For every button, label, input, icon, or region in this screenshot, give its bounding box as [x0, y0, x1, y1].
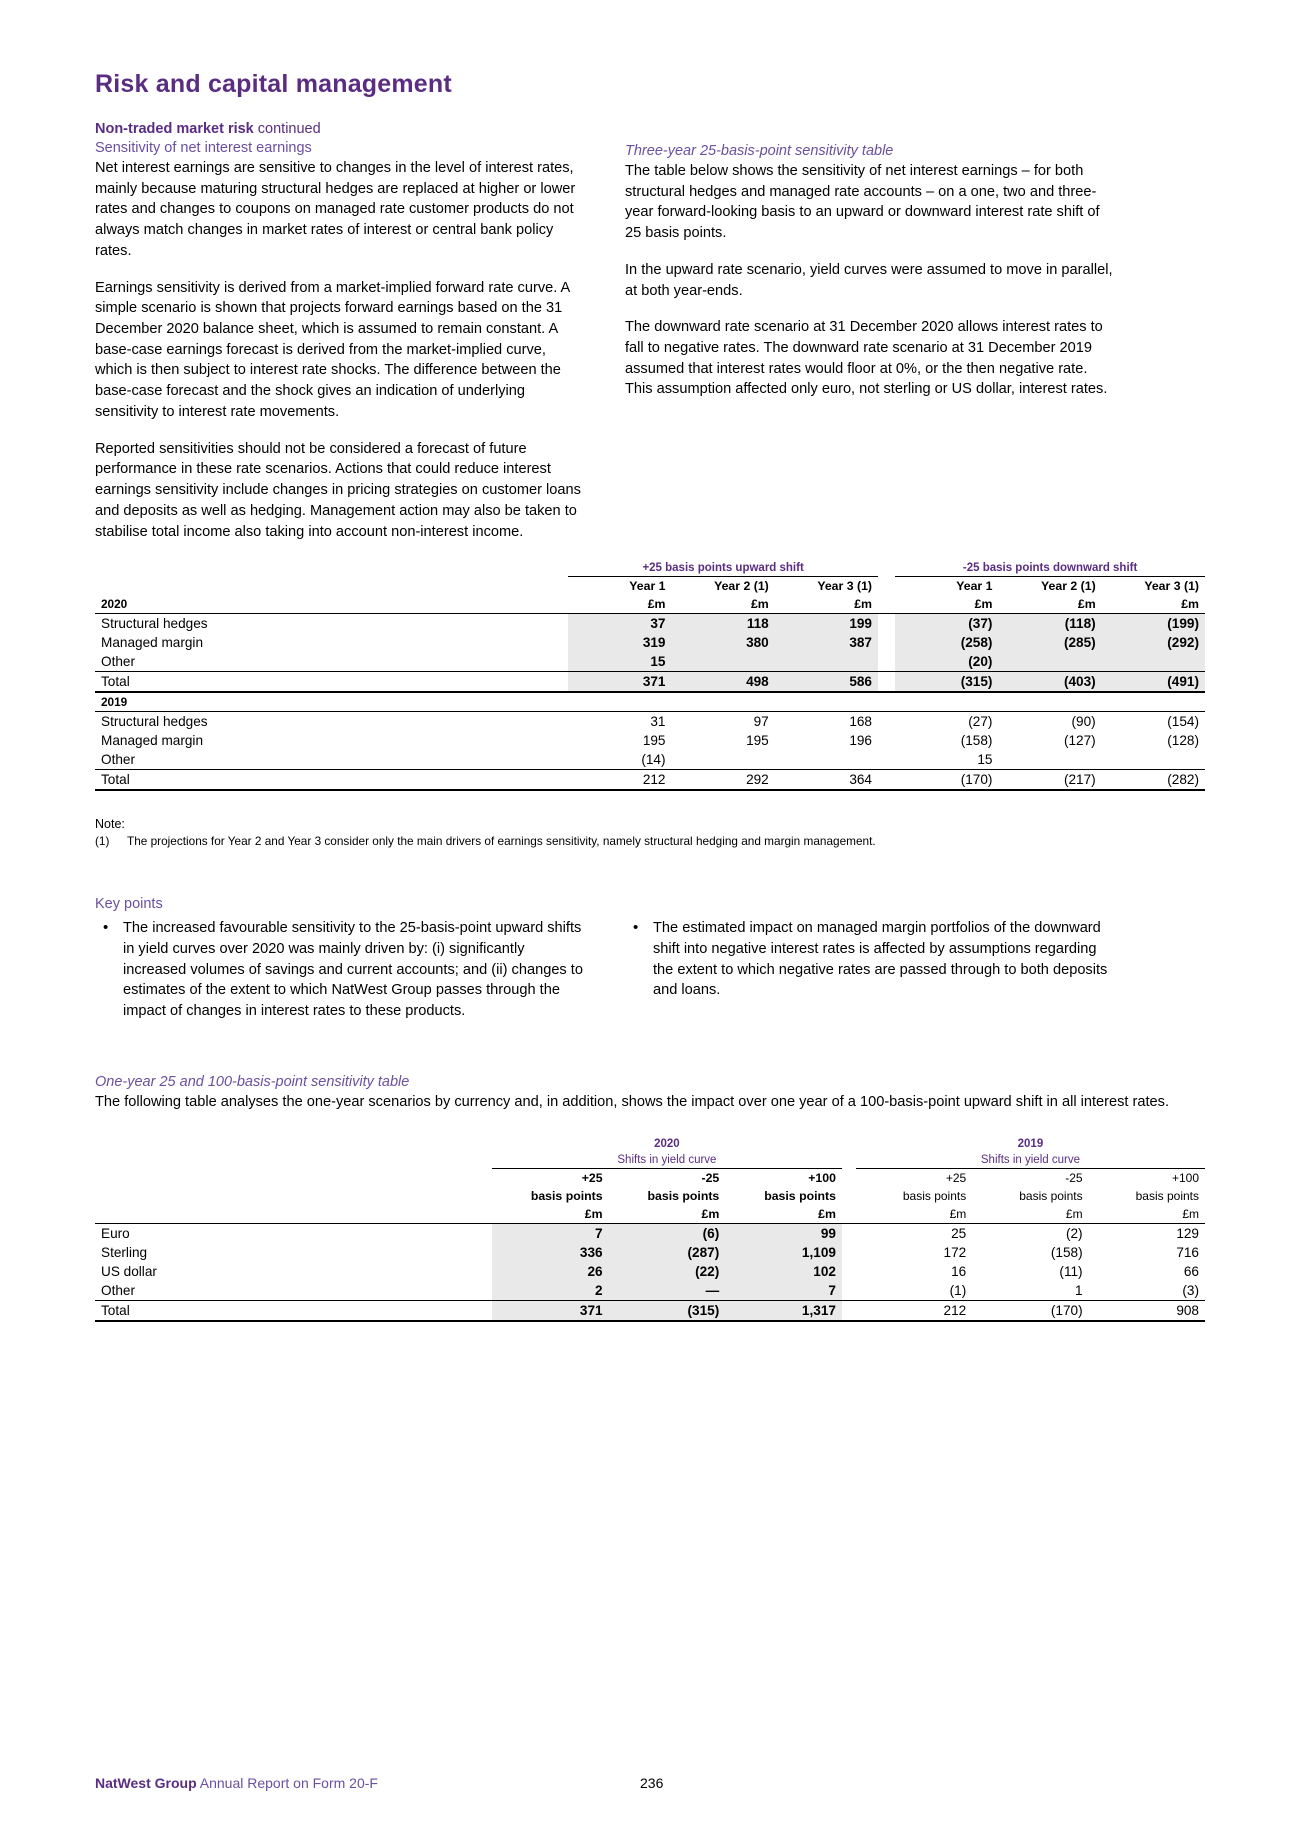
table2-row4-v2: 1,317: [725, 1301, 842, 1322]
table1-r2019-1-v4: (127): [1063, 733, 1096, 749]
page-number: 236: [640, 1775, 664, 1791]
key-points-section: [95, 896, 1205, 1032]
table1-row0-v2: 199: [775, 614, 878, 634]
table-row: [95, 712, 1205, 732]
table2-row0-v0: 7: [492, 1224, 609, 1244]
table2-row0-v2: 99: [725, 1224, 842, 1244]
table1-row1-v3: (258): [895, 633, 998, 652]
table1-year-2020-label: 2020: [95, 595, 568, 614]
table1-row0-v3: (37): [895, 614, 998, 634]
table2-col-header-0: +25: [581, 1171, 603, 1186]
table-row-total: [95, 672, 1205, 693]
table2-col-sub-5: basis points: [1135, 1189, 1199, 1204]
table1-r2019-1-v2: 196: [849, 733, 872, 749]
table2-shifts-2020: Shifts in yield curve: [492, 1152, 842, 1169]
table2-row2-v2: 102: [725, 1262, 842, 1281]
table2-col-sub-1: basis points: [647, 1189, 720, 1204]
table1-note: [95, 817, 1205, 850]
list-item: • The estimated impact on managed margin portfolios of the downward shift into negative interest rates is affected by assumptions regarding the extent to which negative rates are passed through to both deposits and loans.: [625, 918, 1113, 1001]
table2-row1-label: Sterling: [101, 1245, 148, 1261]
table2-row1-v5: 716: [1176, 1245, 1199, 1261]
section2-subheading: One-year 25 and 100-basis-point sensitivity table: [95, 1073, 410, 1090]
table1-row2-v0: 15: [568, 652, 671, 672]
table2-row4-v4: (170): [972, 1301, 1088, 1322]
table1-r2019-0-v2: 168: [849, 714, 872, 730]
table2-row4-v3: 212: [856, 1301, 972, 1322]
table-row: [95, 1262, 1205, 1281]
table1-r2019-0-v4: (90): [1071, 714, 1096, 730]
table1-year-2019-label: 2019: [95, 692, 568, 712]
table2-row0-label: Euro: [101, 1226, 130, 1242]
right-paragraph-2: In the upward rate scenario, yield curves were assumed to move in parallel, at both year-ends.: [625, 261, 1113, 299]
table-row: [95, 614, 1205, 634]
table2-year-2020: 2020: [654, 1138, 680, 1151]
table1-row2-v2: [775, 652, 878, 672]
table1-r2019-1-v0: 195: [642, 733, 666, 749]
table2-unit-4: £m: [972, 1205, 1088, 1224]
table2-row0-v1: (6): [609, 1224, 726, 1244]
table2-col-sub-4: basis points: [1019, 1189, 1083, 1204]
table2-subheader-row: [95, 1152, 1205, 1169]
table1-col-header-4: Year 2 (1): [1041, 579, 1096, 594]
section-heading-main: Non-traded market risk: [95, 121, 254, 137]
table1-r2019-0-v3: (27): [968, 714, 993, 730]
table2-row3-v3: (1): [856, 1281, 972, 1301]
table1-unit-2: £m: [775, 595, 878, 614]
key-points-title: Key points: [95, 896, 163, 913]
table1-r2019-0-v5: (154): [1167, 714, 1199, 730]
table1-row2-v4: [998, 652, 1101, 672]
left-paragraph-2: Earnings sensitivity is derived from a market-implied forward rate curve. A simple scenario is shown that projects forward earnings based on the 31 December 2020 balance sheet, which is assumed to remain constant. A base-case earnings forecast is derived from the market-implied curve, which is then subject to interest rate shocks. The difference between the base-case forecast and the shock gives an indication of underlying sensitivity to interest rate movements.: [95, 279, 570, 420]
table2-row1-v1: (287): [609, 1243, 726, 1262]
table2-col-sub-0: basis points: [530, 1189, 603, 1204]
table2-row0-v5: 129: [1176, 1226, 1199, 1242]
table1-r2019-0-v0: 31: [650, 714, 666, 730]
table-row-total: [95, 770, 1205, 791]
table1-r2019-0-v1: 97: [753, 714, 769, 730]
table1-r2019-3-v0: 212: [568, 770, 671, 791]
table1-r2019-1-v1: 195: [746, 733, 769, 749]
table2-row4-v0: 371: [492, 1301, 609, 1322]
table2-row1-v3: 172: [943, 1245, 967, 1261]
table2-row2-v0: 26: [492, 1262, 609, 1281]
table1-col-header-3: Year 1: [956, 579, 993, 594]
table1-col-header-2: Year 3 (1): [817, 579, 872, 594]
table1-row3-v5: (491): [1102, 672, 1205, 693]
table1-r2019-3-label: Total: [95, 770, 568, 791]
table2-row0-v3: 25: [951, 1226, 967, 1242]
table2-row2-v5: 66: [1183, 1264, 1199, 1280]
table2-row2-v4: (11): [1059, 1264, 1083, 1280]
table2-row4-v1: (315): [609, 1301, 726, 1322]
table1-r2019-1-v5: (128): [1167, 733, 1199, 749]
left-paragraph-1: Net interest earnings are sensitive to changes in the level of interest rates, mainly because maturing structural hedges are replaced at higher or lower rates and changes to coupons on managed rate customer products do not always match changes in market rates of interest or central bank policy rates.: [95, 160, 576, 259]
page-footer: [95, 1775, 1205, 1791]
table1-year-2019-row: [95, 692, 1205, 712]
table1-r2019-3-v2: 364: [775, 770, 878, 791]
table1-units-row: [95, 595, 1205, 614]
right-subheading: Three-year 25-basis-point sensitivity table: [625, 143, 894, 159]
section-heading: [95, 121, 583, 137]
note-label: Note:: [95, 817, 125, 832]
table2-shifts-2019: Shifts in yield curve: [856, 1152, 1205, 1169]
table-row: [95, 1243, 1205, 1262]
table1-row1-v0: 319: [568, 633, 671, 652]
table2-row3-v5: (3): [1089, 1281, 1205, 1301]
one-year-section: [95, 1074, 1205, 1113]
table1-row0-v1: 118: [672, 614, 775, 634]
three-year-sensitivity-table: [95, 560, 1205, 791]
right-paragraph-3: The downward rate scenario at 31 December 2020 allows interest rates to fall to negative rates. The downward rate scenario at 31 December 2019 assumed that interest rates would floor at 0%, or the then negative rate. This assumption affected only euro, not sterling or US dollar, interest rates.: [625, 319, 1108, 398]
table2-row4-label: Total: [95, 1301, 492, 1322]
table1-row3-v0: 371: [568, 672, 671, 693]
table2-row1-v2: 1,109: [725, 1243, 842, 1262]
table2-row0-v4: (2): [1065, 1226, 1083, 1242]
table1-row1-v4: (285): [998, 633, 1101, 652]
footer-report: Annual Report on Form 20-F: [199, 1775, 378, 1791]
key-points-right: [625, 918, 1113, 1011]
right-column: [625, 121, 1113, 400]
table2-row2-v3: 16: [951, 1264, 967, 1280]
table2-column-sub-row: [95, 1187, 1205, 1205]
key-points-columns: [95, 918, 1205, 1032]
table-row: [95, 1224, 1205, 1244]
section2-intro: The following table analyses the one-year scenarios by currency and, in addition, shows the impact over one year of a 100-basis-point upward shift in all interest rates.: [95, 1093, 1170, 1110]
table1-row1-v2: 387: [775, 633, 878, 652]
table-row: [95, 1281, 1205, 1301]
table2-row1-v4: (158): [1050, 1245, 1083, 1261]
table1-row1-label: Managed margin: [101, 635, 204, 651]
table1-row3-v2: 586: [775, 672, 878, 693]
table1-row3-v4: (403): [998, 672, 1101, 693]
table1-row3-label: Total: [95, 672, 568, 693]
table1-r2019-2-label: Other: [95, 750, 568, 770]
table2-col-header-4: -25: [1065, 1171, 1083, 1186]
table1-unit-3: £m: [895, 595, 998, 614]
table1-row1-v5: (292): [1102, 633, 1205, 652]
table1-unit-1: £m: [672, 595, 775, 614]
table2-col-sub-3: basis points: [902, 1189, 967, 1204]
table1-r2019-3-v3: (170): [895, 770, 998, 791]
table1-r2019-3-v1: 292: [672, 770, 775, 791]
table1-group-header-upward: +25 basis points upward shift: [568, 560, 878, 577]
table1-row0-v5: (199): [1102, 614, 1205, 634]
table1-row3-v3: (315): [895, 672, 998, 693]
table2-unit-3: £m: [856, 1205, 972, 1224]
table2-row2-label: US dollar: [101, 1264, 157, 1280]
table2-row1-v0: 336: [492, 1243, 609, 1262]
table1-row2-v5: [1102, 652, 1205, 672]
table1-row0-label: Structural hedges: [101, 616, 208, 632]
table1-r2019-0-label: Structural hedges: [101, 714, 208, 730]
table2-unit-5: £m: [1089, 1205, 1205, 1224]
right-paragraph-1: The table below shows the sensitivity of net interest earnings – for both structural hedges and managed rate accounts – on a one, two and three-year forward-looking basis to an upward or downward interest rate shift of 25 basis points.: [625, 163, 1100, 242]
table1-r2019-2-v0: (14): [568, 750, 671, 770]
text-columns: [95, 121, 1205, 542]
table1-unit-0: £m: [568, 595, 671, 614]
table1-unit-4: £m: [998, 595, 1101, 614]
table1-r2019-2-v2: [775, 750, 878, 770]
table1-col-header-1: Year 2 (1): [714, 579, 769, 594]
page-title: Risk and capital management: [95, 70, 452, 98]
table1-row1-v1: 380: [672, 633, 775, 652]
table1-row0-v4: (118): [998, 614, 1101, 634]
table1-r2019-1-label: Managed margin: [101, 733, 204, 749]
table1-row2-v3: (20): [895, 652, 998, 672]
table-row: [95, 633, 1205, 652]
table2-row3-v1: —: [609, 1281, 726, 1301]
table2-col-header-5: +100: [1171, 1171, 1199, 1186]
left-subheading: Sensitivity of net interest earnings: [95, 140, 312, 156]
table1-row3-v1: 498: [672, 672, 775, 693]
table2-row3-v4: 1: [972, 1281, 1088, 1301]
table2-unit-1: £m: [609, 1205, 726, 1224]
table1-r2019-3-v4: (217): [998, 770, 1101, 791]
table1-r2019-1-v3: (158): [960, 733, 993, 749]
table2-year-header-row: [95, 1136, 1205, 1152]
table2-row2-v1: (22): [609, 1262, 726, 1281]
table1-row2-label: Other: [95, 652, 568, 672]
table1-r2019-2-v5: [1102, 750, 1205, 770]
table1-r2019-2-v3: 15: [895, 750, 998, 770]
table1-row2-v1: [672, 652, 775, 672]
table-row: [95, 750, 1205, 770]
table2-row3-v0: 2: [492, 1281, 609, 1301]
note-text: The projections for Year 2 and Year 3 consider only the main drivers of earnings sensitivity, namely structural hedging and margin management.: [127, 834, 876, 849]
table1-r2019-3-v5: (282): [1102, 770, 1205, 791]
table2-year-2019: 2019: [1017, 1138, 1044, 1151]
table2-col-sub-2: basis points: [764, 1189, 836, 1204]
table2-col-header-1: -25: [701, 1171, 720, 1186]
table2-row3-label: Other: [95, 1281, 492, 1301]
left-paragraph-3: Reported sensitivities should not be considered a forecast of future performance in these rate scenarios. Actions that could reduce interest earnings sensitivity include changes in pricing strategies on customer loans and deposits as well as hedging. Management action may also be taken to stabilise total income also taking into account non-interest income.: [95, 440, 581, 540]
table1-r2019-2-v1: [672, 750, 775, 770]
list-item: • The increased favourable sensitivity to the 25-basis-point upward shifts in yield curves over 2020 was mainly driven by: (i) significantly increased volumes of savings and current accounts; and (ii) changes to estimates of the extent to which NatWest Group passes through the impact of changes in interest rates to these products.: [95, 918, 583, 1022]
table1-r2019-2-v4: [998, 750, 1101, 770]
table-row-total: [95, 1301, 1205, 1322]
table-row: [95, 731, 1205, 750]
table2-col-header-3: +25: [945, 1171, 967, 1186]
key-points-left: [95, 918, 583, 1032]
table2-row4-v5: 908: [1089, 1301, 1205, 1322]
table1-group-header-downward: -25 basis points downward shift: [895, 560, 1205, 577]
table2-unit-0: £m: [492, 1205, 609, 1224]
table2-units-row: [95, 1205, 1205, 1224]
table-row: [95, 652, 1205, 672]
table1-row0-v0: 37: [568, 614, 671, 634]
table2-column-header-row: [95, 1169, 1205, 1188]
table2-col-header-2: +100: [808, 1171, 836, 1186]
table1-col-header-0: Year 1: [629, 579, 666, 594]
table2-unit-2: £m: [725, 1205, 842, 1224]
table1-unit-5: £m: [1102, 595, 1205, 614]
table2-row3-v2: 7: [725, 1281, 842, 1301]
note-number: (1): [95, 834, 110, 849]
footer-brand: NatWest Group: [95, 1775, 197, 1791]
note-item: [95, 834, 1205, 850]
one-year-currency-sensitivity-table: [95, 1136, 1205, 1322]
table1-group-header-row: [95, 560, 1205, 577]
left-column: [95, 121, 583, 542]
table1-column-header-row: [95, 577, 1205, 596]
section-heading-continued: continued: [257, 121, 321, 137]
table1-col-header-5: Year 3 (1): [1144, 579, 1199, 594]
